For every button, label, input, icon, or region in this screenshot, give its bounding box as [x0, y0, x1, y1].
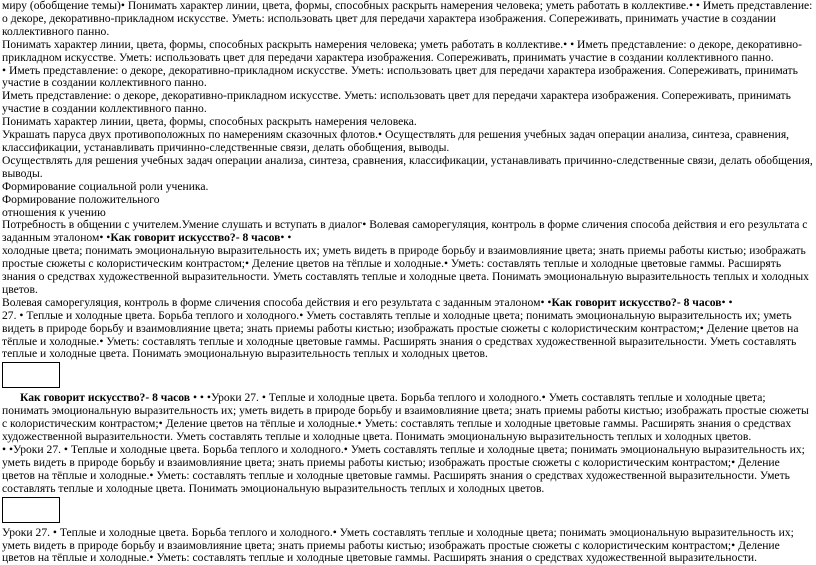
paragraph-7: Осуществлять для решения учебных задач операции анализа, синтеза, сравнения, классификации, устанавливать причинно-следственные связи, делать обобщения, выводы.: [2, 153, 813, 180]
paragraph-15: [2, 392, 814, 444]
section-heading: Как говорит искусство?- 8 часов: [20, 391, 191, 405]
paragraph-14: 27. • Теплые и холодные цвета. Борьба теплого и холодного.• Уметь составлять теплые и холодные цвета; понимать эмоциональную выразительность их; уметь видеть в природе борьбу и взаимовлияние цвета; знать приемы работы кистью; изображать простые сюжеты с колористическим контрастом;• Деление цветов на тёплые и холодные.• Уметь: составлять теплые и холодные цветовые гаммы. Расширять знания о средствах художественной выразительности. Уметь составлять теплые и холодные цвета. Понимать эмоциональную выразительность теплых и холодных цветов.: [2, 308, 799, 361]
paragraph-13-text: Волевая саморегуляция, контроль в форме сличения способа действия и его результата с заданным эталоном• •: [2, 295, 552, 309]
paragraph-3: • Иметь представление: о декоре, декоративно-прикладном искусстве. Уметь: использовать цвет для передачи характера изображения. Сопереживать, принимать участие в создании коллективного панно.: [2, 63, 798, 90]
paragraph-11: [2, 219, 814, 245]
paragraph-1: миру (обобщение темы)• Понимать характер линии, цвета, формы, способных раскрыть намерения человека; уметь работать в коллективе.• • Иметь представление: о декоре, декоративно-прикладном искусстве. Уметь: использовать цвет для передачи характера изображения. Сопереживать, принимать участие в создании коллективного панно.: [2, 0, 813, 38]
paragraph-13-bullets: • •: [721, 295, 733, 309]
paragraph-2: Понимать характер линии, цвета, формы, способных раскрыть намерения человека; уметь работать в коллективе.• • Иметь представление: о декоре, декоративно-прикладном искусстве. Уметь: использовать цвет для передачи характера изображения. Сопереживать, принимать участие в создании коллективного панно.: [2, 37, 802, 64]
paragraph-16: • •Уроки 27. • Теплые и холодные цвета. Борьба теплого и холодного.• Уметь составлять теплые и холодные цвета; понимать эмоциональную выразительность их; уметь видеть в природе борьбу и взаимовлияние цвета; знать приемы работы кистью; изображать простые сюжеты с колористическим контрастом;• Деление цветов на тёплые и холодные.• Уметь: составлять теплые и холодные цветовые гаммы. Расширять знания о средствах художественной выразительности. Уметь составлять теплые и холодные цвета. Понимать эмоциональную выразительность теплых и холодных цветов.: [2, 443, 805, 495]
paragraph-17: Уроки 27. • Теплые и холодные цвета. Борьба теплого и холодного.• Уметь составлять теплые и холодные цвета; понимать эмоциональную выразительность их; уметь видеть в природе борьбу и взаимовлияние цвета; знать приемы работы кистью; изображать простые сюжеты с колористическим контрастом;• Деление цветов на тёплые и холодные.• Уметь: составлять теплые и холодные цветовые гаммы. Расширять знания о средствах художественной выразительности.: [2, 525, 794, 565]
paragraph-10: отношения к учению: [2, 205, 106, 219]
empty-box: [2, 497, 60, 523]
paragraph-11-text: Потребность в общении с учителем.Умение слушать и вступать в диалог• Волевая саморегуляция, контроль в форме сличения способа действия и его результата с заданным эталоном• •: [2, 218, 808, 245]
paragraph-15-text: • • •Уроки 27. • Теплые и холодные цвета. Борьба теплого и холодного.• Уметь составлять теплые и холодные цвета; понимать эмоциональную выразительность их; уметь видеть в природе борьбу и взаимовлияние цвета; знать приемы работы кистью; изображать простые сюжеты с колористическим контрастом;• Деление цветов на тёплые и холодные.• Уметь: составлять теплые и холодные цветовые гаммы. Расширять знания о средствах художественной выразительности. Уметь составлять теплые и холодные цвета. Понимать эмоциональную выразительность теплых и холодных цветов.: [2, 391, 809, 444]
paragraph-4: Иметь представление: о декоре, декоративно-прикладном искусстве. Уметь: использовать цвет для передачи характера изображения. Сопереживать, принимать участие в создании коллективного панно.: [2, 89, 791, 116]
paragraph-9: Формирование положительного: [2, 192, 160, 206]
paragraph-6: Украшать паруса двух противоположных по намерениям сказочных флотов.• Осуществлять для решения учебных задач операции анализа, синтеза, сравнения, классификации, устанавливать причинно-следственные связи, делать обобщения, выводы.: [2, 128, 790, 154]
paragraph-13: [2, 297, 814, 310]
paragraph-12: холодные цвета; понимать эмоциональную выразительность их; уметь видеть в природе борьбу и взаимовлияние цвета; знать приемы работы кистью; изображать простые сюжеты с колористическим контрастом;• Деление цветов на тёплые и холодные.• Уметь: составлять теплые и холодные цветовые гаммы. Расширять знания о средствах художественной выразительности. Уметь составлять теплые и холодные цвета. Понимать эмоциональную выразительность теплых и холодных цветов.: [2, 244, 809, 296]
paragraph-11-bullets: • •: [280, 231, 292, 245]
paragraph-5: Понимать характер линии, цвета, формы, способных раскрыть намерения человека.: [2, 115, 417, 129]
empty-box: [2, 362, 60, 388]
section-heading: Как говорит искусство?- 8 часов: [110, 231, 281, 245]
paragraph-8: Формирование социальной роли ученика.: [2, 179, 209, 193]
section-heading: Как говорит искусство?- 8 часов: [551, 295, 722, 309]
